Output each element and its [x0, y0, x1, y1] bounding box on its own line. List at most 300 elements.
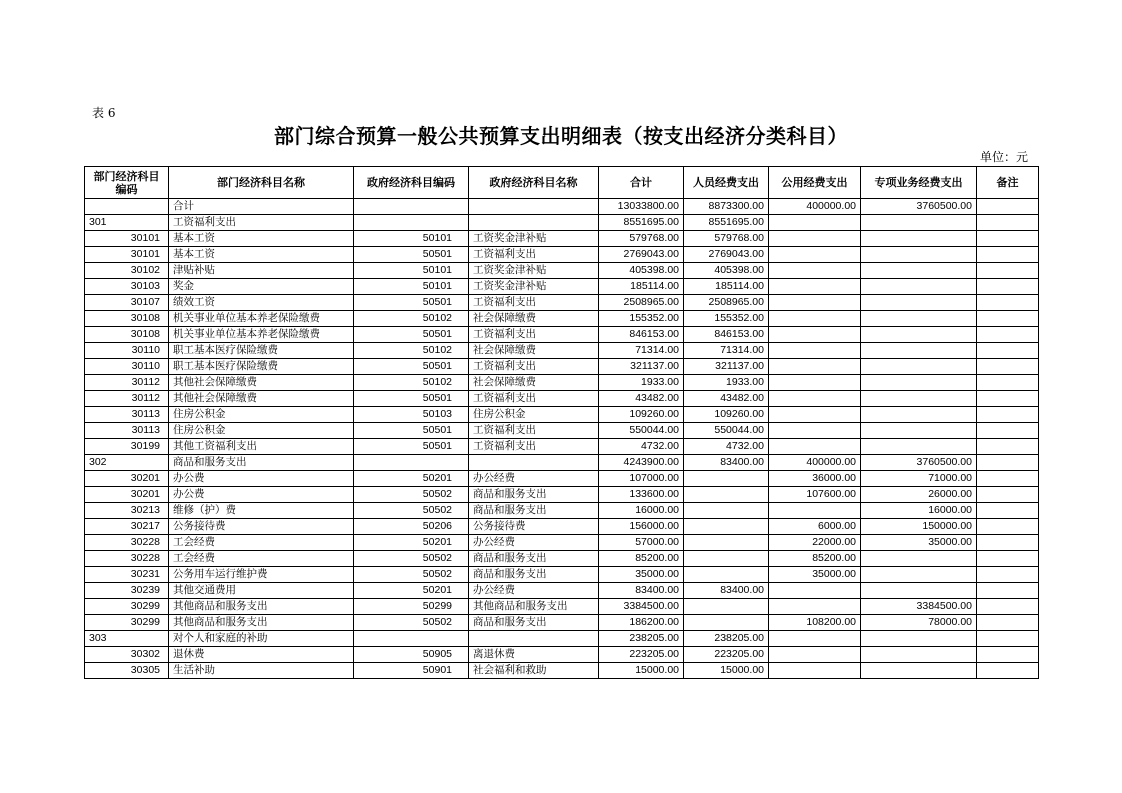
table-row	[85, 455, 1039, 471]
public-cell	[769, 279, 861, 295]
dept-name-cell: 职工基本医疗保险缴费	[169, 343, 354, 359]
gov-code-cell	[354, 455, 469, 471]
special-cell	[861, 407, 977, 423]
personnel-cell: 846153.00	[684, 327, 769, 343]
dept-code-cell: 30107	[85, 295, 169, 311]
public-cell	[769, 391, 861, 407]
table-row	[85, 583, 1039, 599]
note-cell	[977, 599, 1039, 615]
note-cell	[977, 535, 1039, 551]
dept-code-cell: 30110	[85, 359, 169, 375]
gov-name-cell	[469, 455, 599, 471]
gov-code-cell: 50103	[354, 407, 469, 423]
gov-code-cell	[354, 199, 469, 215]
dept-name-cell: 商品和服务支出	[169, 455, 354, 471]
public-cell	[769, 439, 861, 455]
gov-code-cell: 50201	[354, 471, 469, 487]
note-cell	[977, 551, 1039, 567]
gov-code-cell: 50502	[354, 503, 469, 519]
gov-code-cell: 50502	[354, 487, 469, 503]
public-cell	[769, 503, 861, 519]
page-title: 部门综合预算一般公共预算支出明细表（按支出经济分类科目）	[274, 124, 848, 148]
dept-name-cell: 公务用车运行维护费	[169, 567, 354, 583]
public-cell: 108200.00	[769, 615, 861, 631]
gov-name-cell: 办公经费	[469, 471, 599, 487]
personnel-cell: 8551695.00	[684, 215, 769, 231]
special-cell: 78000.00	[861, 615, 977, 631]
public-cell: 22000.00	[769, 535, 861, 551]
dept-code-cell: 30228	[85, 535, 169, 551]
note-cell	[977, 439, 1039, 455]
table-row	[85, 423, 1039, 439]
personnel-cell: 579768.00	[684, 231, 769, 247]
gov-name-cell	[469, 199, 599, 215]
gov-code-cell: 50501	[354, 247, 469, 263]
public-cell: 6000.00	[769, 519, 861, 535]
total-cell: 2508965.00	[599, 295, 684, 311]
personnel-cell: 185114.00	[684, 279, 769, 295]
gov-code-cell: 50201	[354, 535, 469, 551]
dept-code-cell: 30102	[85, 263, 169, 279]
special-cell	[861, 327, 977, 343]
public-cell	[769, 247, 861, 263]
special-cell: 3760500.00	[861, 455, 977, 471]
special-cell	[861, 663, 977, 679]
personnel-cell: 109260.00	[684, 407, 769, 423]
dept-name-cell: 公务接待费	[169, 519, 354, 535]
public-cell	[769, 423, 861, 439]
dept-name-cell: 职工基本医疗保险缴费	[169, 359, 354, 375]
table-row	[85, 519, 1039, 535]
personnel-cell	[684, 599, 769, 615]
total-cell: 35000.00	[599, 567, 684, 583]
dept-code-cell: 30113	[85, 407, 169, 423]
public-cell	[769, 647, 861, 663]
gov-name-cell: 社会保障缴费	[469, 343, 599, 359]
gov-name-cell: 住房公积金	[469, 407, 599, 423]
dept-name-cell: 维修（护）费	[169, 503, 354, 519]
note-cell	[977, 279, 1039, 295]
table-row	[85, 199, 1039, 215]
special-cell: 71000.00	[861, 471, 977, 487]
note-cell	[977, 311, 1039, 327]
gov-name-cell: 工资奖金津补贴	[469, 231, 599, 247]
special-cell	[861, 423, 977, 439]
total-cell: 109260.00	[599, 407, 684, 423]
note-cell	[977, 359, 1039, 375]
note-cell	[977, 199, 1039, 215]
gov-code-cell: 50299	[354, 599, 469, 615]
personnel-cell	[684, 519, 769, 535]
note-cell	[977, 327, 1039, 343]
dept-name-cell: 其他工资福利支出	[169, 439, 354, 455]
gov-name-cell: 社会福利和救助	[469, 663, 599, 679]
note-cell	[977, 295, 1039, 311]
public-cell	[769, 375, 861, 391]
total-cell: 13033800.00	[599, 199, 684, 215]
special-cell: 3760500.00	[861, 199, 977, 215]
total-cell: 83400.00	[599, 583, 684, 599]
gov-name-cell	[469, 631, 599, 647]
header-gov-code: 政府经济科目编码	[354, 167, 469, 199]
note-cell	[977, 375, 1039, 391]
dept-code-cell	[85, 199, 169, 215]
table-row	[85, 487, 1039, 503]
gov-code-cell: 50502	[354, 615, 469, 631]
personnel-cell: 2508965.00	[684, 295, 769, 311]
dept-name-cell: 工会经费	[169, 535, 354, 551]
gov-code-cell: 50101	[354, 279, 469, 295]
special-cell	[861, 279, 977, 295]
dept-code-cell: 30299	[85, 615, 169, 631]
special-cell	[861, 567, 977, 583]
public-cell	[769, 343, 861, 359]
gov-name-cell: 社会保障缴费	[469, 375, 599, 391]
special-cell: 35000.00	[861, 535, 977, 551]
dept-code-cell: 30199	[85, 439, 169, 455]
dept-name-cell: 绩效工资	[169, 295, 354, 311]
table-row	[85, 327, 1039, 343]
table-row	[85, 247, 1039, 263]
dept-name-cell: 奖金	[169, 279, 354, 295]
dept-code-cell: 30110	[85, 343, 169, 359]
gov-name-cell: 离退休费	[469, 647, 599, 663]
table-row	[85, 359, 1039, 375]
dept-code-cell: 30217	[85, 519, 169, 535]
note-cell	[977, 519, 1039, 535]
dept-name-cell: 住房公积金	[169, 407, 354, 423]
personnel-cell: 1933.00	[684, 375, 769, 391]
header-row	[85, 167, 1039, 199]
dept-name-cell: 机关事业单位基本养老保险缴费	[169, 311, 354, 327]
personnel-cell: 321137.00	[684, 359, 769, 375]
gov-name-cell: 办公经费	[469, 535, 599, 551]
header-note: 备注	[977, 167, 1039, 199]
table-row	[85, 263, 1039, 279]
gov-code-cell: 50102	[354, 375, 469, 391]
dept-name-cell: 工会经费	[169, 551, 354, 567]
table-row	[85, 295, 1039, 311]
personnel-cell	[684, 615, 769, 631]
gov-name-cell: 商品和服务支出	[469, 551, 599, 567]
dept-code-cell: 30302	[85, 647, 169, 663]
dept-name-cell: 其他社会保障缴费	[169, 391, 354, 407]
public-cell: 36000.00	[769, 471, 861, 487]
header-dept-name: 部门经济科目名称	[169, 167, 354, 199]
total-cell: 4732.00	[599, 439, 684, 455]
total-cell: 4243900.00	[599, 455, 684, 471]
dept-code-cell: 30201	[85, 471, 169, 487]
dept-code-cell: 30101	[85, 247, 169, 263]
total-cell: 16000.00	[599, 503, 684, 519]
table-row	[85, 615, 1039, 631]
note-cell	[977, 247, 1039, 263]
note-cell	[977, 567, 1039, 583]
special-cell	[861, 647, 977, 663]
table-row	[85, 215, 1039, 231]
personnel-cell: 15000.00	[684, 663, 769, 679]
public-cell: 107600.00	[769, 487, 861, 503]
dept-name-cell: 生活补助	[169, 663, 354, 679]
total-cell: 3384500.00	[599, 599, 684, 615]
note-cell	[977, 631, 1039, 647]
gov-name-cell: 商品和服务支出	[469, 503, 599, 519]
gov-name-cell: 工资福利支出	[469, 295, 599, 311]
header-personnel: 人员经费支出	[684, 167, 769, 199]
special-cell	[861, 311, 977, 327]
gov-code-cell: 50901	[354, 663, 469, 679]
total-cell: 155352.00	[599, 311, 684, 327]
personnel-cell: 405398.00	[684, 263, 769, 279]
gov-name-cell: 商品和服务支出	[469, 615, 599, 631]
gov-code-cell: 50206	[354, 519, 469, 535]
public-cell	[769, 407, 861, 423]
dept-code-cell: 30112	[85, 391, 169, 407]
total-cell: 223205.00	[599, 647, 684, 663]
header-gov-name: 政府经济科目名称	[469, 167, 599, 199]
dept-name-cell: 办公费	[169, 487, 354, 503]
special-cell	[861, 551, 977, 567]
public-cell	[769, 215, 861, 231]
dept-code-cell: 30103	[85, 279, 169, 295]
total-cell: 579768.00	[599, 231, 684, 247]
table-row	[85, 535, 1039, 551]
note-cell	[977, 583, 1039, 599]
table-row	[85, 279, 1039, 295]
dept-code-cell: 30201	[85, 487, 169, 503]
gov-name-cell: 工资福利支出	[469, 439, 599, 455]
gov-code-cell: 50502	[354, 567, 469, 583]
personnel-cell: 550044.00	[684, 423, 769, 439]
public-cell	[769, 263, 861, 279]
table-row	[85, 343, 1039, 359]
dept-name-cell: 办公费	[169, 471, 354, 487]
gov-code-cell: 50101	[354, 263, 469, 279]
dept-name-cell: 住房公积金	[169, 423, 354, 439]
special-cell: 150000.00	[861, 519, 977, 535]
table-row	[85, 231, 1039, 247]
dept-code-cell: 30108	[85, 311, 169, 327]
special-cell	[861, 391, 977, 407]
total-cell: 156000.00	[599, 519, 684, 535]
dept-code-cell: 30228	[85, 551, 169, 567]
gov-name-cell: 公务接待费	[469, 519, 599, 535]
gov-code-cell: 50501	[354, 439, 469, 455]
personnel-cell: 223205.00	[684, 647, 769, 663]
gov-code-cell	[354, 215, 469, 231]
total-cell: 186200.00	[599, 615, 684, 631]
gov-name-cell: 工资福利支出	[469, 423, 599, 439]
special-cell	[861, 295, 977, 311]
note-cell	[977, 215, 1039, 231]
total-cell: 1933.00	[599, 375, 684, 391]
total-cell: 85200.00	[599, 551, 684, 567]
gov-name-cell: 工资奖金津补贴	[469, 263, 599, 279]
special-cell: 3384500.00	[861, 599, 977, 615]
gov-code-cell	[354, 631, 469, 647]
table-row	[85, 631, 1039, 647]
table-row	[85, 663, 1039, 679]
table-row	[85, 391, 1039, 407]
dept-code-cell: 30113	[85, 423, 169, 439]
dept-code-cell: 301	[85, 215, 169, 231]
table-row	[85, 471, 1039, 487]
note-cell	[977, 263, 1039, 279]
header-public: 公用经费支出	[769, 167, 861, 199]
dept-code-cell: 30239	[85, 583, 169, 599]
personnel-cell: 8873300.00	[684, 199, 769, 215]
dept-name-cell: 工资福利支出	[169, 215, 354, 231]
dept-name-cell: 基本工资	[169, 247, 354, 263]
note-cell	[977, 487, 1039, 503]
personnel-cell: 4732.00	[684, 439, 769, 455]
gov-name-cell: 工资福利支出	[469, 247, 599, 263]
personnel-cell: 83400.00	[684, 455, 769, 471]
note-cell	[977, 391, 1039, 407]
table-row	[85, 407, 1039, 423]
budget-table	[84, 166, 1039, 679]
table-number: 表 6	[92, 106, 116, 120]
dept-code-cell: 30108	[85, 327, 169, 343]
gov-name-cell: 工资福利支出	[469, 327, 599, 343]
public-cell	[769, 311, 861, 327]
table-row	[85, 375, 1039, 391]
personnel-cell: 2769043.00	[684, 247, 769, 263]
gov-name-cell	[469, 215, 599, 231]
dept-code-cell: 30305	[85, 663, 169, 679]
dept-code-cell: 30112	[85, 375, 169, 391]
dept-code-cell: 30231	[85, 567, 169, 583]
note-cell	[977, 407, 1039, 423]
special-cell	[861, 583, 977, 599]
total-cell: 321137.00	[599, 359, 684, 375]
table-row	[85, 311, 1039, 327]
gov-code-cell: 50201	[354, 583, 469, 599]
public-cell: 35000.00	[769, 567, 861, 583]
gov-code-cell: 50501	[354, 327, 469, 343]
gov-name-cell: 商品和服务支出	[469, 487, 599, 503]
public-cell	[769, 295, 861, 311]
total-cell: 57000.00	[599, 535, 684, 551]
header-total: 合计	[599, 167, 684, 199]
special-cell	[861, 231, 977, 247]
dept-name-cell: 其他社会保障缴费	[169, 375, 354, 391]
table-row	[85, 439, 1039, 455]
total-cell: 133600.00	[599, 487, 684, 503]
public-cell	[769, 631, 861, 647]
dept-code-cell: 30213	[85, 503, 169, 519]
dept-name-cell: 其他商品和服务支出	[169, 615, 354, 631]
public-cell: 400000.00	[769, 455, 861, 471]
public-cell	[769, 359, 861, 375]
dept-name-cell: 对个人和家庭的补助	[169, 631, 354, 647]
dept-name-cell: 合计	[169, 199, 354, 215]
gov-code-cell: 50501	[354, 359, 469, 375]
special-cell: 16000.00	[861, 503, 977, 519]
total-cell: 846153.00	[599, 327, 684, 343]
gov-name-cell: 工资奖金津补贴	[469, 279, 599, 295]
public-cell	[769, 663, 861, 679]
note-cell	[977, 423, 1039, 439]
gov-code-cell: 50102	[354, 343, 469, 359]
table-row	[85, 647, 1039, 663]
total-cell: 71314.00	[599, 343, 684, 359]
gov-name-cell: 工资福利支出	[469, 359, 599, 375]
dept-name-cell: 其他交通费用	[169, 583, 354, 599]
total-cell: 550044.00	[599, 423, 684, 439]
gov-code-cell: 50102	[354, 311, 469, 327]
dept-code-cell: 302	[85, 455, 169, 471]
special-cell	[861, 375, 977, 391]
total-cell: 107000.00	[599, 471, 684, 487]
dept-name-cell: 其他商品和服务支出	[169, 599, 354, 615]
gov-name-cell: 社会保障缴费	[469, 311, 599, 327]
table-row	[85, 551, 1039, 567]
note-cell	[977, 471, 1039, 487]
total-cell: 2769043.00	[599, 247, 684, 263]
total-cell: 238205.00	[599, 631, 684, 647]
note-cell	[977, 503, 1039, 519]
note-cell	[977, 647, 1039, 663]
header-dept-code: 部门经济科目编码	[85, 167, 169, 199]
dept-name-cell: 退休费	[169, 647, 354, 663]
gov-code-cell: 50501	[354, 423, 469, 439]
gov-name-cell: 工资福利支出	[469, 391, 599, 407]
note-cell	[977, 455, 1039, 471]
table-row	[85, 567, 1039, 583]
gov-code-cell: 50905	[354, 647, 469, 663]
personnel-cell: 71314.00	[684, 343, 769, 359]
total-cell: 185114.00	[599, 279, 684, 295]
personnel-cell	[684, 471, 769, 487]
note-cell	[977, 663, 1039, 679]
total-cell: 43482.00	[599, 391, 684, 407]
unit-label: 单位：元	[980, 150, 1029, 164]
personnel-cell	[684, 503, 769, 519]
dept-code-cell: 30101	[85, 231, 169, 247]
header-special: 专项业务经费支出	[861, 167, 977, 199]
personnel-cell	[684, 487, 769, 503]
dept-name-cell: 机关事业单位基本养老保险缴费	[169, 327, 354, 343]
gov-name-cell: 商品和服务支出	[469, 567, 599, 583]
personnel-cell	[684, 567, 769, 583]
dept-code-cell: 30299	[85, 599, 169, 615]
note-cell	[977, 343, 1039, 359]
personnel-cell: 83400.00	[684, 583, 769, 599]
special-cell: 26000.00	[861, 487, 977, 503]
total-cell: 8551695.00	[599, 215, 684, 231]
special-cell	[861, 215, 977, 231]
gov-name-cell: 其他商品和服务支出	[469, 599, 599, 615]
gov-code-cell: 50501	[354, 295, 469, 311]
gov-code-cell: 50501	[354, 391, 469, 407]
total-cell: 405398.00	[599, 263, 684, 279]
dept-code-cell: 303	[85, 631, 169, 647]
table-row	[85, 503, 1039, 519]
special-cell	[861, 247, 977, 263]
special-cell	[861, 263, 977, 279]
special-cell	[861, 439, 977, 455]
gov-code-cell: 50101	[354, 231, 469, 247]
gov-code-cell: 50502	[354, 551, 469, 567]
special-cell	[861, 343, 977, 359]
gov-name-cell: 办公经费	[469, 583, 599, 599]
public-cell	[769, 231, 861, 247]
public-cell	[769, 583, 861, 599]
personnel-cell: 238205.00	[684, 631, 769, 647]
special-cell	[861, 359, 977, 375]
special-cell	[861, 631, 977, 647]
